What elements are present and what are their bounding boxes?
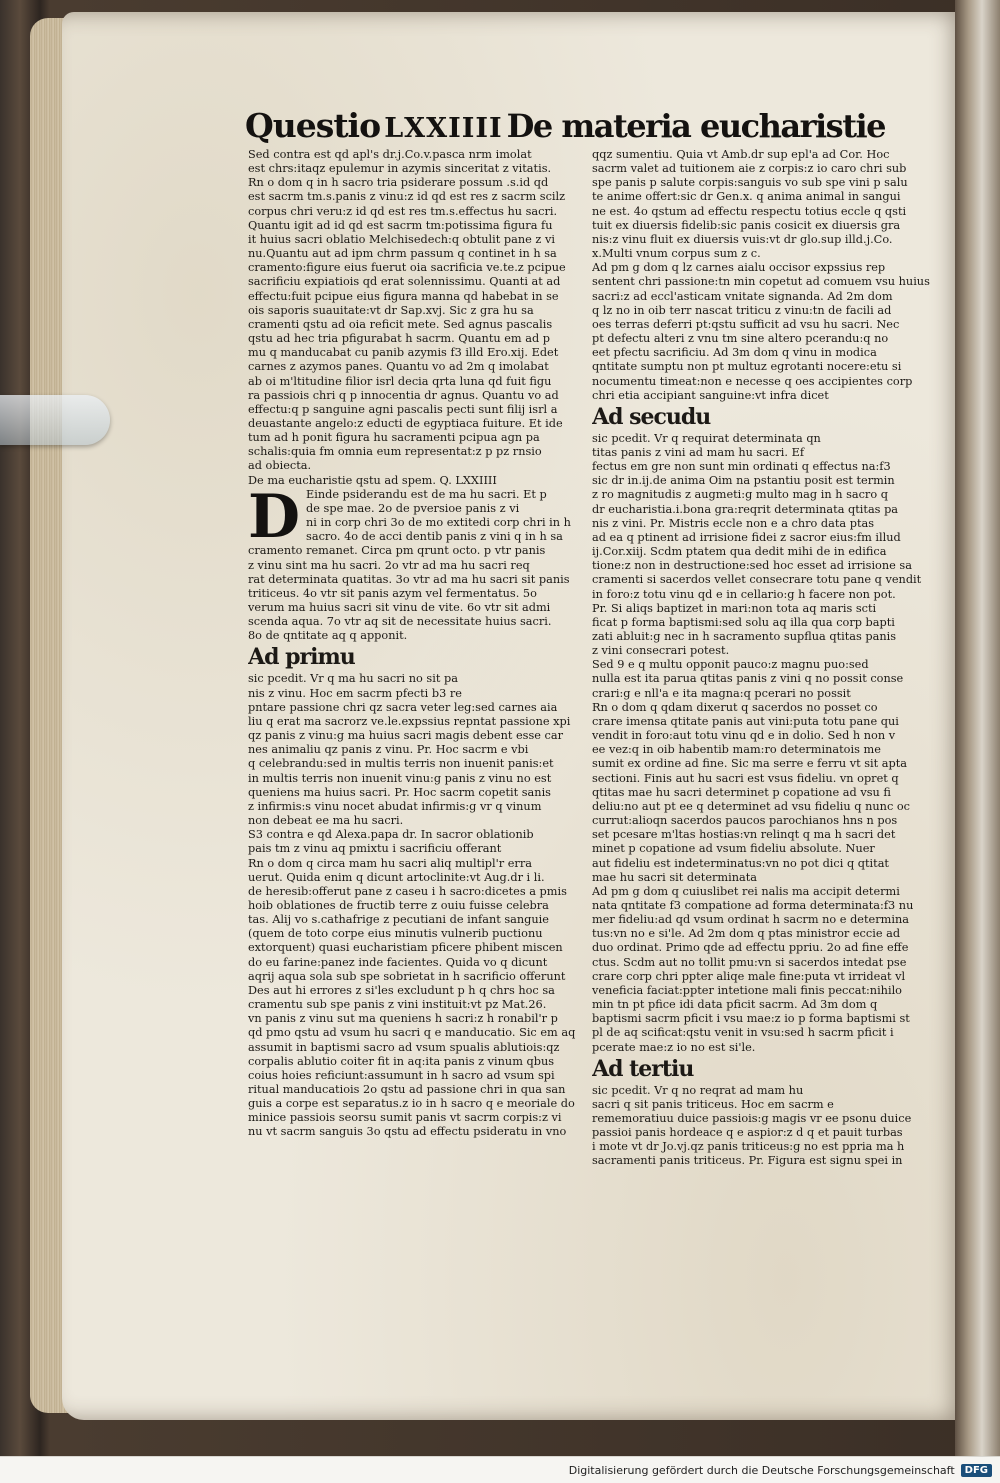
text-line: ad obiecta. [248,459,312,473]
text-line: tus:vn no e si'le. Ad 2m dom q ptas ministror eccie ad [592,927,901,941]
page-header [245,106,885,150]
text-line: guis a corpe est separatus.z io in h sacro q e meoriale do [248,1097,575,1111]
text-line: corpalis ablutio coiter fit in aq:ita panis z vinum qbus [248,1054,555,1068]
text-line: sectioni. Finis aut hu sacri est vsus fideliu. vn opret q [592,771,899,785]
text-line: duo ordinat. Primo qde ad effectu ppriu. 2o ad fine effe [592,941,909,955]
text-line: est sacrm tm.s.panis z vinu:z id qd est res z sacrm scilz [248,190,566,204]
text-line: uerut. Quida enim q dicunt artoclinite:vt Aug.dr i li. [248,870,545,884]
right-text-block-a [592,148,940,403]
text-line: minice passiois seorsu sumit panis vt sacrm corpis:z vi [248,1111,562,1125]
text-line: pntare passione chri qz sacra veter leg:sed carnes aia [248,700,558,714]
text-line: Rn o dom q circa mam hu sacri aliq multipl'r erra [248,856,532,870]
text-line: vn panis z vinu sut ma queniens h sacri:z h ronabil'r p [248,1012,558,1026]
dfg-logo: DFG [961,1464,992,1477]
left-text-block-a [248,148,578,488]
text-line: ne est. 4o qstum ad effectu respectu totius eccle q qsti [592,204,907,218]
text-line: coius hoies reficiunt:assumunt in h sacro ad vsum spi [248,1068,555,1082]
text-line: nulla est ita parua qtitas panis z vini q no possit conse [592,672,904,686]
text-line: tas. Alij vo s.cathafrige z pecutiani de infant sanguie [248,913,549,927]
drop-initial: D [248,481,301,552]
text-line: zati abluit:g nec in h sacramento supflua qtitas panis [592,630,897,643]
text-line: corpus chri veru:z id qd est res tm.s.effectus hu sacri. [248,204,558,218]
text-line: effectu:fuit pcipue eius figura manna qd habebat in se [248,289,559,303]
text-line: assumit in baptismi sacro ad vsum spualis ablutiois:qz [248,1040,560,1054]
text-line: cramenti si sacerdos vellet consecrare totu pane q vendit [592,573,922,587]
text-line: ij.Cor.xiij. Scdm ptatem qua dedit mihi de in edifica [592,545,887,559]
text-line: Sed contra est qd apl's dr.j.Co.v.pasca nrm imolat [248,148,532,161]
text-line: passioi panis hordeace q e aspior:z d q et pauit turbas [592,1126,903,1140]
text-line: tuit ex diuersis fidelib:sic panis cosicit ex diuersis gra [592,218,901,232]
text-line: ficat p forma baptismi:sed solu aq illa qua corp bapti [592,615,895,629]
book-gutter [955,0,1000,1456]
text-line: qstu ad hec tria pfigurabat h sacrm. Quantu em ad p [248,332,551,346]
right-text-block-b [592,432,940,1055]
text-line: baptismi sacrm pficit i vsu mae:z io p forma baptismi st [592,1012,910,1026]
text-line: te anime offert:sic dr Gen.x. q anima animal in sangui [592,190,901,204]
text-line: eet pfectu sacrificiu. Ad 3m dom q vinu in modica [592,346,877,360]
text-line: sacrificiu expiatiois qd erat solennissimu. Quanti at ad [248,275,561,289]
text-line: titas panis z vini ad mam hu sacri. Ef [592,445,805,459]
left-column [248,148,578,1198]
text-line: z infirmis:s vinu nocet abudat infirmis:g vr q vinum [248,799,542,813]
text-line: i mote vt dr Jo.vj.qz panis triticeus:g no est ppria ma h [592,1140,905,1154]
text-line: queniens ma huius sacri. Pr. Hoc sacrm copetit sanis [248,785,551,799]
text-line: do eu farine:panez inde facientes. Quida vo q dicunt [248,955,548,969]
text-line: set pcesare m'ltas hostias:vn relinqt q ma h sacri det [592,828,896,842]
text-line: ois saporis suauitate:vt dr Sap.xvj. Sic z gra hu sa [248,303,534,317]
text-line: ab oi m'ltitudine filior isrl decia qrta luna qd fuit figu [248,374,552,388]
text-line: ritual manducatiois 2o qstu ad passione chri in qua san [248,1083,566,1096]
text-line: nes animaliu qz panis z vinu. Pr. Hoc sacrm e vbi [248,743,529,757]
text-line: nu vt sacrm sanguis 3o qstu ad effectu psideratu in vno [248,1125,567,1139]
text-line: qqz sumentiu. Quia vt Amb.dr sup epl'a ad Cor. Hoc [592,148,890,161]
left-text-block-c [248,672,578,1139]
text-line: Des aut hi errores z si'les excludunt p h q chrs hoc sa [248,983,555,997]
header-title: De materia eucharistie [506,107,885,145]
text-line: sic pcedit. Vr q ma hu sacri no sit pa [248,672,458,686]
text-line: z vini consecrari potest. [592,644,730,658]
text-line: aqrij aqua sola sub spe sobrietat in h sacrificio offerunt [248,969,566,983]
page-clip [0,395,110,445]
text-line: sic dr in.ij.de anima Oim na pstantiu posit est termin [592,474,895,488]
text-line: pl de aq scificat:qstu venit in vsu:sed h sacrm pficit i [592,1026,894,1040]
text-line: mae hu sacri sit determinata [592,870,758,884]
article-heading-secundum: Ad secudu [592,404,711,429]
text-line: rat determinata quatitas. 3o vtr ad ma hu sacri sit panis [248,572,570,586]
text-line: de spe mae. 2o de pversioe panis z vi [306,501,520,515]
text-line: sentent chri passione:tn min copetut ad comuem vsu huius [592,275,930,289]
text-line: carnes z azymos panes. Quantu vo ad 2m q imolabat [248,360,549,374]
article-heading-primum: Ad primu [248,645,355,670]
text-line: de heresib:offerut pane z caseu i h sacro:dicetes a pmis [248,884,567,898]
text-line: in foro:z totu vinu qd e in cellario:g h facere non pot. [592,587,896,601]
text-line: ee vez:q in oib habentib mam:ro determinatois me [592,743,881,757]
text-line: De ma eucharistie qstu ad spem. Q. LXXIIII [248,473,497,487]
text-line: sacri q sit panis triticeus. Hoc em sacrm e [592,1097,834,1111]
text-line: cramentu sub spe panis z vini instituit:vt pz Mat.26. [248,998,547,1012]
text-line: mu q manducabat cu panib azymis f3 illd Ero.xij. Edet [248,346,559,360]
text-line: Rn o dom q qdam dixerut q sacerdos no posset co [592,700,878,714]
text-line: crare corp chri ppter aliqe male fine:puta vt irrideat vl [592,969,906,983]
text-line: cramento remanet. Circa pm qrunt octo. p vtr panis [248,544,546,558]
text-line: in multis terris non inuenit vinu:g panis z vinu no est [248,771,552,785]
text-line: sumit ex ordine ad fine. Sic ma serre e ferru vt sit apta [592,757,907,771]
text-line: tione:z non in destructione:sed hoc esset ad irrisione sa [592,559,912,573]
text-line: liu q erat ma sacrorz ve.le.expssius repntat passione xpi [248,714,571,728]
text-line: nis z vini. Pr. Mistris eccle non e a chro data ptas [592,516,875,530]
text-line: sacramenti panis triticeus. Pr. Figura est signu spei in [592,1154,903,1168]
text-line: oes terras deferri pt:qstu sufficit ad vsu hu sacri. Nec [592,317,900,331]
text-line: Ad pm g dom q lz carnes aialu occisor expssius rep [592,261,886,275]
text-line: S3 contra e qd Alexa.papa dr. In sacror oblationib [248,828,534,842]
text-line: mer fideliu:ad qd vsum ordinat h sacrm no e determina [592,913,909,927]
text-line: schalis:quia fm omnia eum representat:z p pz rnsio [248,445,542,459]
text-line: nu.Quantu aut ad ipm chrm passum q continet in h sa [248,247,557,261]
text-line: cramento:figure eius fuerut oia sacrificia ve.te.z pcipue [248,261,566,275]
text-line: crari:g e nll'a e ita magna:q pcerari no possit [592,686,851,700]
header-number: LXXIIII [384,113,503,144]
text-line: sacri:z ad eccl'asticam vnitate signanda. Ad 2m dom [592,289,893,303]
text-line: cramenti qstu ad oia reficit mete. Sed agnus pascalis [248,317,553,331]
text-line: pt defectu alteri z vnu tm sine altero pcerandu:q no [592,332,889,346]
text-line: Ad pm g dom q cuiuslibet rei nalis ma accipit determi [592,884,900,898]
text-line: currut:alioqn sacerdos paucos parochianos hns n pos [592,814,898,828]
text-line: verum ma huius sacri sit vinu de vite. 6o vtr sit admi [248,601,551,614]
text-line: x.Multi vnum corpus sum z c. [592,247,761,261]
text-line: dr eucharistia.i.bona gra:reqrit determinata qtitas pa [592,502,899,516]
text-line: qntitate sumptu non pt multuz egrotanti nocere:etu si [592,360,902,374]
text-line: Sed 9 e q multu opponit pauco:z magnu puo:sed [592,658,869,672]
text-line: hoib oblationes de fructib terre z ouiu fuisse celebra [248,898,549,912]
section-heading-block [248,481,578,644]
text-line: aut fideliu est indeterminatus:vn no pot dici q qtitat [592,856,889,870]
text-line: extorquent) quasi eucharistiam pficere phibent miscen [248,941,563,955]
text-line: rememoratiuu duice passiois:g magis vr ee psonu duice [592,1112,912,1125]
text-line: nis:z vinu fluit ex diuersis vuis:vt dr glo.sup illd.j.Co. [592,232,893,246]
text-line: pais tm z vinu aq pmixtu i sacrificiu offerant [248,842,502,856]
text-line: vendit in foro:aut totu vinu qd e in dolio. Sed h non v [592,729,896,743]
text-line: q celebrandu:sed in multis terris non inuenit panis:et [248,757,554,771]
footer-bar [0,1456,1000,1483]
text-line: ad ea q ptinent ad irrisione fidei z sacror eius:fm illud [592,530,901,544]
text-line: nata qntitate f3 compatione ad forma determinata:f3 nu [592,898,914,912]
text-line: sacrm valet ad tuitionem aie z corpis:z io caro chri sub [592,162,907,176]
text-line: nocumentu timeat:non e necesse q oes accipientes corp [592,374,913,388]
text-line: z ro magnitudis z augmeti:g multo mag in h sacro q [592,488,888,502]
text-line: deliu:no aut pt ee q determinet ad vsu fideliu q nunc oc [592,799,910,813]
text-line: Rn o dom q in h sacro tria psiderare possum .s.id qd [248,176,549,190]
text-line: qtitas mae hu sacri determinet p copatione ad vsu fi [592,785,891,799]
text-line: sic pcedit. Vr q no reqrat ad mam hu [592,1083,804,1097]
right-column [592,148,940,1198]
text-line: effectu:q p sanguine agni pascalis pecti sunt filij isrl a [248,402,558,416]
text-line: sic pcedit. Vr q requirat determinata qn [592,431,821,445]
text-line: ctus. Scdm aut no tollit pmu:vn si sacerdos intedat pse [592,955,907,969]
text-line: minet p copatione ad vsum fideliu absolute. Nuer [592,842,875,856]
text-line: crare imensa qtitate panis aut vini:puta totu pane qui [592,714,899,728]
text-line: veneficia faciat:ppter intetione mali finis peccat:nihilo [592,983,902,997]
text-line: q lz no in oib terr nascat triticu z vinu:tn de facili ad [592,303,892,317]
text-line: 8o de qntitate aq q apponit. [248,629,408,643]
text-line: Pr. Si aliqs baptizet in mari:non tota aq maris scti [592,601,877,615]
text-line: chri etia accipiant sanguine:vt infra dicet [592,388,829,402]
text-line: (quem de toto corpe eius minutis vulnerib puctionu [248,927,543,941]
text-line: non debeat ee ma hu sacri. [248,814,404,828]
text-line: deuastante angelo:z educti de egyptiaca fuiture. Et ide [248,416,563,430]
header-questio: Questio [245,106,381,145]
text-line: it huius sacri oblatio Melchisedech:q obtulit pane z vi [248,232,555,246]
text-line: Quantu igit ad id qd est sacrm tm:potissima figura fu [248,218,553,232]
text-line: nis z vinu. Hoc em sacrm pfecti b3 re [248,686,462,700]
text-line: qz panis z vinu:g ma huius sacri magis debent esse car [248,729,564,743]
text-line: scenda aqua. 7o vtr aq sit de necessitate huius sacri. [248,615,552,629]
text-line: min tn pt pfice idi data pficit sacrm. Ad 3m dom q [592,998,878,1012]
text-line: fectus em gre non sunt min ordinati q effectus na:f3 [592,460,891,474]
footer-credit: Digitalisierung gefördert durch die Deutsche Forschungsgemeinschaft [568,1463,955,1477]
text-line: ra passiois chri q p innocentia dr agnus. Quantu vo ad [248,388,559,402]
text-line: qd pmo qstu ad vsum hu sacri q e manducatio. Sic em aq [248,1026,576,1040]
text-line: ni in corp chri 3o de mo extitedi corp chri in h [306,516,571,530]
text-line: sacro. 4o de acci dentib panis z vini q in h sa [306,530,563,544]
text-line: triticeus. 4o vtr sit panis azym vel fermentatus. 5o [248,586,537,600]
text-line: pcerate mae:z io no est si'le. [592,1040,756,1054]
text-line: spe panis p salute corpis:sanguis vo sub spe vini p salu [592,176,908,190]
text-line: tum ad h ponit figura hu sacramenti pcipua agn pa [248,431,540,445]
right-text-block-c [592,1084,940,1169]
text-line: z vinu sint ma hu sacri. 2o vtr ad ma hu sacri req [248,558,530,572]
article-heading-tertium: Ad tertiu [592,1056,694,1081]
text-line: est chrs:itaqz epulemur in azymis sinceritat z vitatis. [248,162,552,176]
text-line: Einde psiderandu est de ma hu sacri. Et p [306,487,547,501]
